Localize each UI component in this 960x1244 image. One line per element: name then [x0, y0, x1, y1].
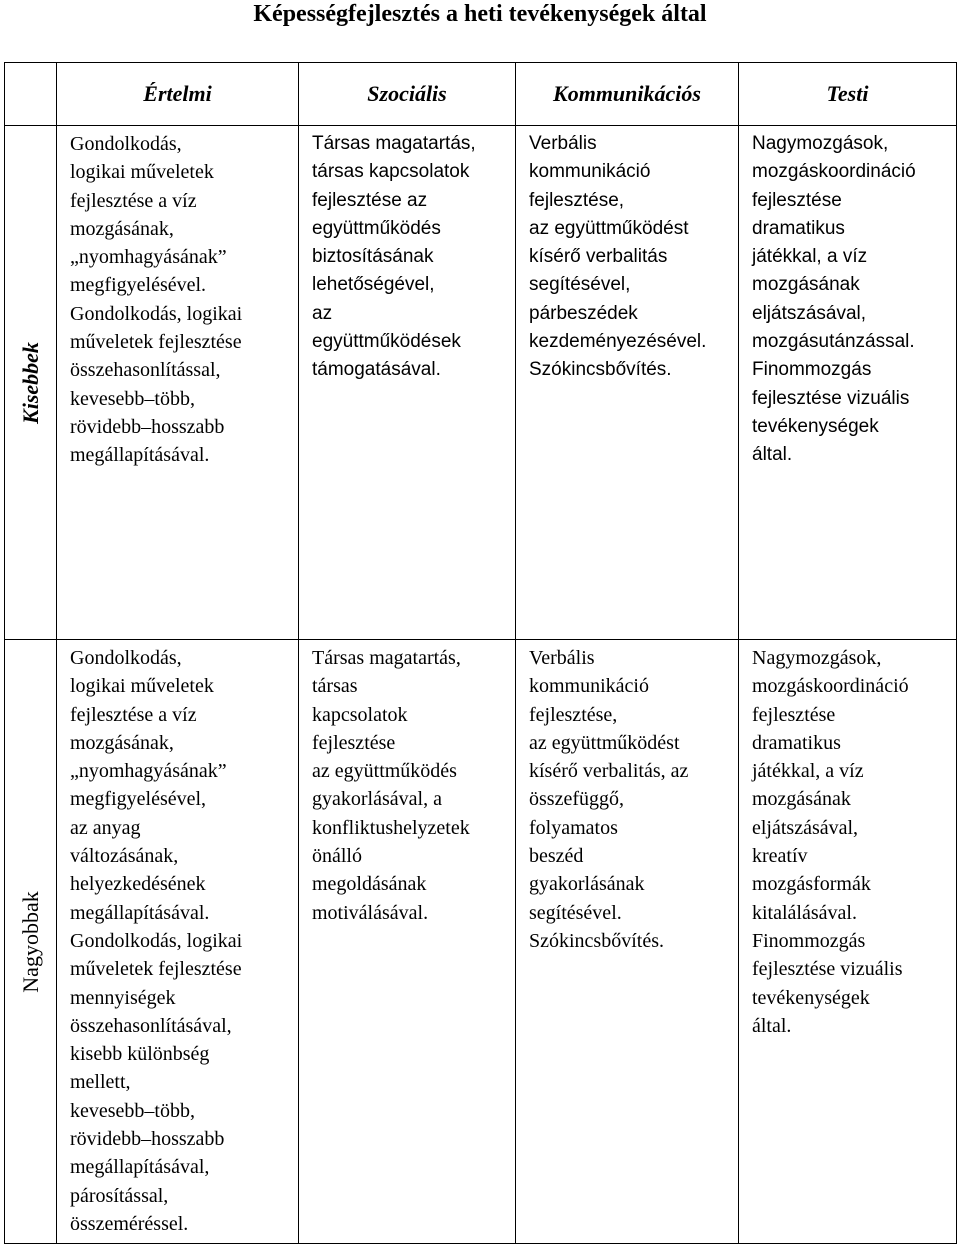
row-label-kisebbek: Kisebbek [17, 341, 43, 424]
cell-kisebbek-kommunikacios: Verbális kommunikáció fejlesztése, az együttműködést kísérő verbalitás segítésével, párbeszédek kezdeményezésével. Szókincsbővítés. [516, 126, 739, 640]
header-testi: Testi [739, 63, 957, 126]
skills-table [4, 62, 957, 1244]
cell-kisebbek-ertelmi: Gondolkodás, logikai műveletek fejlesztése a víz mozgásának, „nyomhagyásának” megfigyelésével. Gondolkodás, logikai műveletek fejlesztése összehasonlítással, kevesebb–több, rövidebb–hosszabb megállapításával. [57, 126, 299, 640]
header-empty [5, 63, 57, 126]
cell-nagyobbak-ertelmi: Gondolkodás, logikai műveletek fejlesztése a víz mozgásának, „nyomhagyásának” megfigyelésével, az anyag változásának, helyezkedésének megállapításával. Gondolkodás, logikai műveletek fejlesztése mennyiségek összehasonlításával, kisebb különbség mellett, kevesebb–több, rövidebb–hosszabb megállapításával, párosítással, összeméréssel. [57, 640, 299, 1244]
header-kommunikacios: Kommunikációs [516, 63, 739, 126]
cell-nagyobbak-kommunikacios: Verbális kommunikáció fejlesztése, az együttműködést kísérő verbalitás, az összefüggő, folyamatos beszéd gyakorlásának segítésével. Szókincsbővítés. [516, 640, 739, 1244]
cell-kisebbek-testi: Nagymozgások, mozgáskoordináció fejlesztése dramatikus játékkal, a víz mozgásának eljátszásával, mozgásutánzással. Finommozgás fejlesztése vizuális tevékenységek által. [739, 126, 957, 640]
cell-nagyobbak-testi: Nagymozgások, mozgáskoordináció fejlesztése dramatikus játékkal, a víz mozgásának eljátszásával, kreatív mozgásformák kitalálásával. Finommozgás fejlesztése vizuális tevékenységek által. [739, 640, 957, 1244]
row-label-cell [5, 640, 57, 1244]
table-row-nagyobbak [5, 640, 957, 1244]
header-ertelmi: Értelmi [57, 63, 299, 126]
table-row-kisebbek [5, 126, 957, 640]
header-szocialis: Szociális [299, 63, 516, 126]
header-row [5, 63, 957, 126]
row-label-nagyobbak: Nagyobbak [17, 890, 43, 993]
cell-nagyobbak-szocialis: Társas magatartás, társas kapcsolatok fejlesztése az együttműködés gyakorlásával, a konfliktushelyzetek önálló megoldásának motiválásával. [299, 640, 516, 1244]
cell-kisebbek-szocialis: Társas magatartás, társas kapcsolatok fejlesztése az együttműködés biztosításának lehetőségével, az együttműködések támogatásával. [299, 126, 516, 640]
document-title: Képességfejlesztés a heti tevékenységek által [253, 1, 707, 27]
row-label-cell [5, 126, 57, 640]
